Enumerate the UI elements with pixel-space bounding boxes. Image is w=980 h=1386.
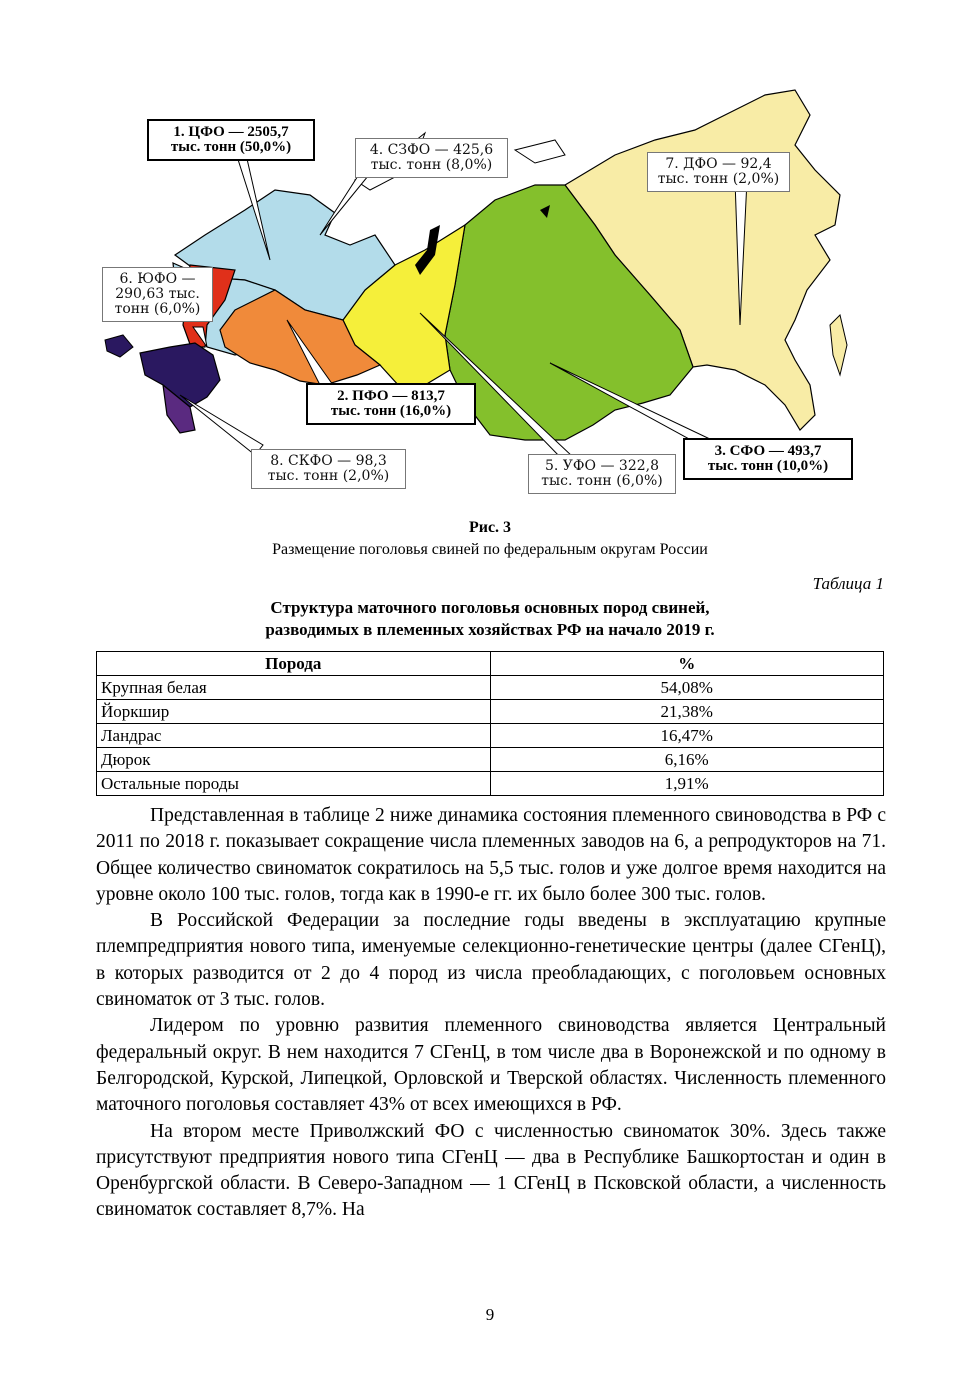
- paragraph: Лидером по уровню развития племенного свиноводства является Центральный федеральный округ. В нем находится 7 СГенЦ, в том числе два в Воронежской и по одному в Белгородской, Курской, Липецкой, Орловской и Тверской областях. Численность племенного маточного поголовья составляет 43% от всех имеющихся в РФ.: [96, 1015, 886, 1116]
- header-breed: Порода: [97, 652, 491, 676]
- callout-yufo: [102, 267, 213, 322]
- row-percent: 21,38%: [490, 700, 884, 724]
- callout-szfo-line2: тыс. тонн (8,0%): [370, 157, 493, 173]
- callout-sfo-line1: 3. СФО — 493,7: [714, 443, 822, 459]
- callout-dfo: [647, 152, 790, 192]
- table-row: [97, 700, 884, 724]
- row-breed: Дюрок: [97, 748, 491, 772]
- row-breed: Йоркшир: [97, 700, 491, 724]
- callout-dfo-line1: 7. ДФО — 92,4: [665, 156, 772, 172]
- callout-ufo-line2: тыс. тонн (6,0%): [541, 473, 663, 489]
- header-percent: %: [490, 652, 884, 676]
- table-label: Таблица 1: [812, 574, 884, 593]
- callout-skfo-line2: тыс. тонн (2,0%): [267, 468, 390, 484]
- russia-districts-map: [95, 85, 885, 505]
- row-breed: Ландрас: [97, 724, 491, 748]
- callout-skfo-line1: 8. СКФО — 98,3: [270, 453, 387, 469]
- page-number: 9: [485, 1305, 495, 1324]
- table-row: [97, 676, 884, 700]
- callout-ufo-line1: 5. УФО — 322,8: [544, 458, 659, 474]
- callout-skfo: [251, 449, 406, 489]
- row-percent: 54,08%: [490, 676, 884, 700]
- table-row: [97, 772, 884, 796]
- paragraph: Представленная в таблице 2 ниже динамика состояния племенного свиноводства в РФ с 2011 по 2018 г. показывает сокращение числа племенных заводов на 6, а репродукторов на 71. Общее количество свиноматок сократилось на 5,5 тыс. голов и уже долгое время находится на уровне около 100 тыс. голов, тогда как в 1990-е гг. их было более 300 тыс. голов.: [96, 805, 886, 905]
- callout-dfo-line2: тыс. тонн (2,0%): [657, 171, 780, 187]
- callout-sfo: [683, 438, 853, 480]
- callout-ufo: [528, 454, 676, 494]
- figure-caption: Размещение поголовья свиней по федеральным округам России: [272, 541, 708, 558]
- callout-szfo-line1: 4. СЗФО — 425,6: [369, 142, 494, 158]
- callout-sfo-line2: тыс. тонн (10,0%): [707, 458, 829, 474]
- callout-pfo-line1: 2. ПФО — 813,7: [337, 388, 445, 404]
- paragraph: В Российской Федерации за последние годы введены в эксплуатацию крупные племпредприятия нового типа, именуемые селекционно-генетические центры (далее СГенЦ), в которых разводится от 2 до 4 пород из числа преобладающих, с поголовьем основных свиноматок от 3 тыс. голов.: [96, 910, 886, 1011]
- row-breed: Остальные породы: [97, 772, 491, 796]
- sakhalin: [830, 315, 847, 375]
- figure-title: Рис. 3: [468, 519, 512, 536]
- arctic-islands: [515, 140, 565, 163]
- table-title-line1: Структура маточного поголовья основных пород свиней,: [270, 598, 710, 617]
- region-skfo: [140, 343, 220, 407]
- paragraph: На втором месте Приволжский ФО с численностью свиноматок 30%. Здесь также присутствуют предприятия нового типа СГенЦ — два в Республике Башкортостан и один в Оренбургской области. В Северо-Западном — 1 СГенЦ в Псковской области, а численность свиноматок составляет 8,7%. На: [96, 1120, 886, 1221]
- breeds-table: [96, 651, 884, 796]
- table-row: [97, 748, 884, 772]
- callout-yufo-line1: 6. ЮФО —: [119, 271, 196, 287]
- callout-pfo-line2: тыс. тонн (16,0%): [330, 403, 452, 419]
- table-header-row: [97, 652, 884, 676]
- table-title: [96, 597, 884, 641]
- table-title-line2: разводимых в племенных хозяйствах РФ на начало 2019 г.: [265, 620, 715, 639]
- row-percent: 6,16%: [490, 748, 884, 772]
- row-breed: Крупная белая: [97, 676, 491, 700]
- callout-yufo-line3: тонн (6,0%): [114, 301, 201, 317]
- callout-cfo: [147, 119, 315, 161]
- table-row: [97, 724, 884, 748]
- callout-szfo: [355, 138, 508, 178]
- body-text: [96, 803, 886, 1224]
- row-percent: 1,91%: [490, 772, 884, 796]
- callout-cfo-line2: тыс. тонн (50,0%): [170, 139, 292, 155]
- callout-cfo-line1: 1. ЦФО — 2505,7: [173, 124, 289, 140]
- row-percent: 16,47%: [490, 724, 884, 748]
- callout-pfo: [306, 383, 476, 425]
- callout-yufo-line2: 290,63 тыс.: [115, 286, 200, 302]
- region-crimea: [105, 335, 133, 357]
